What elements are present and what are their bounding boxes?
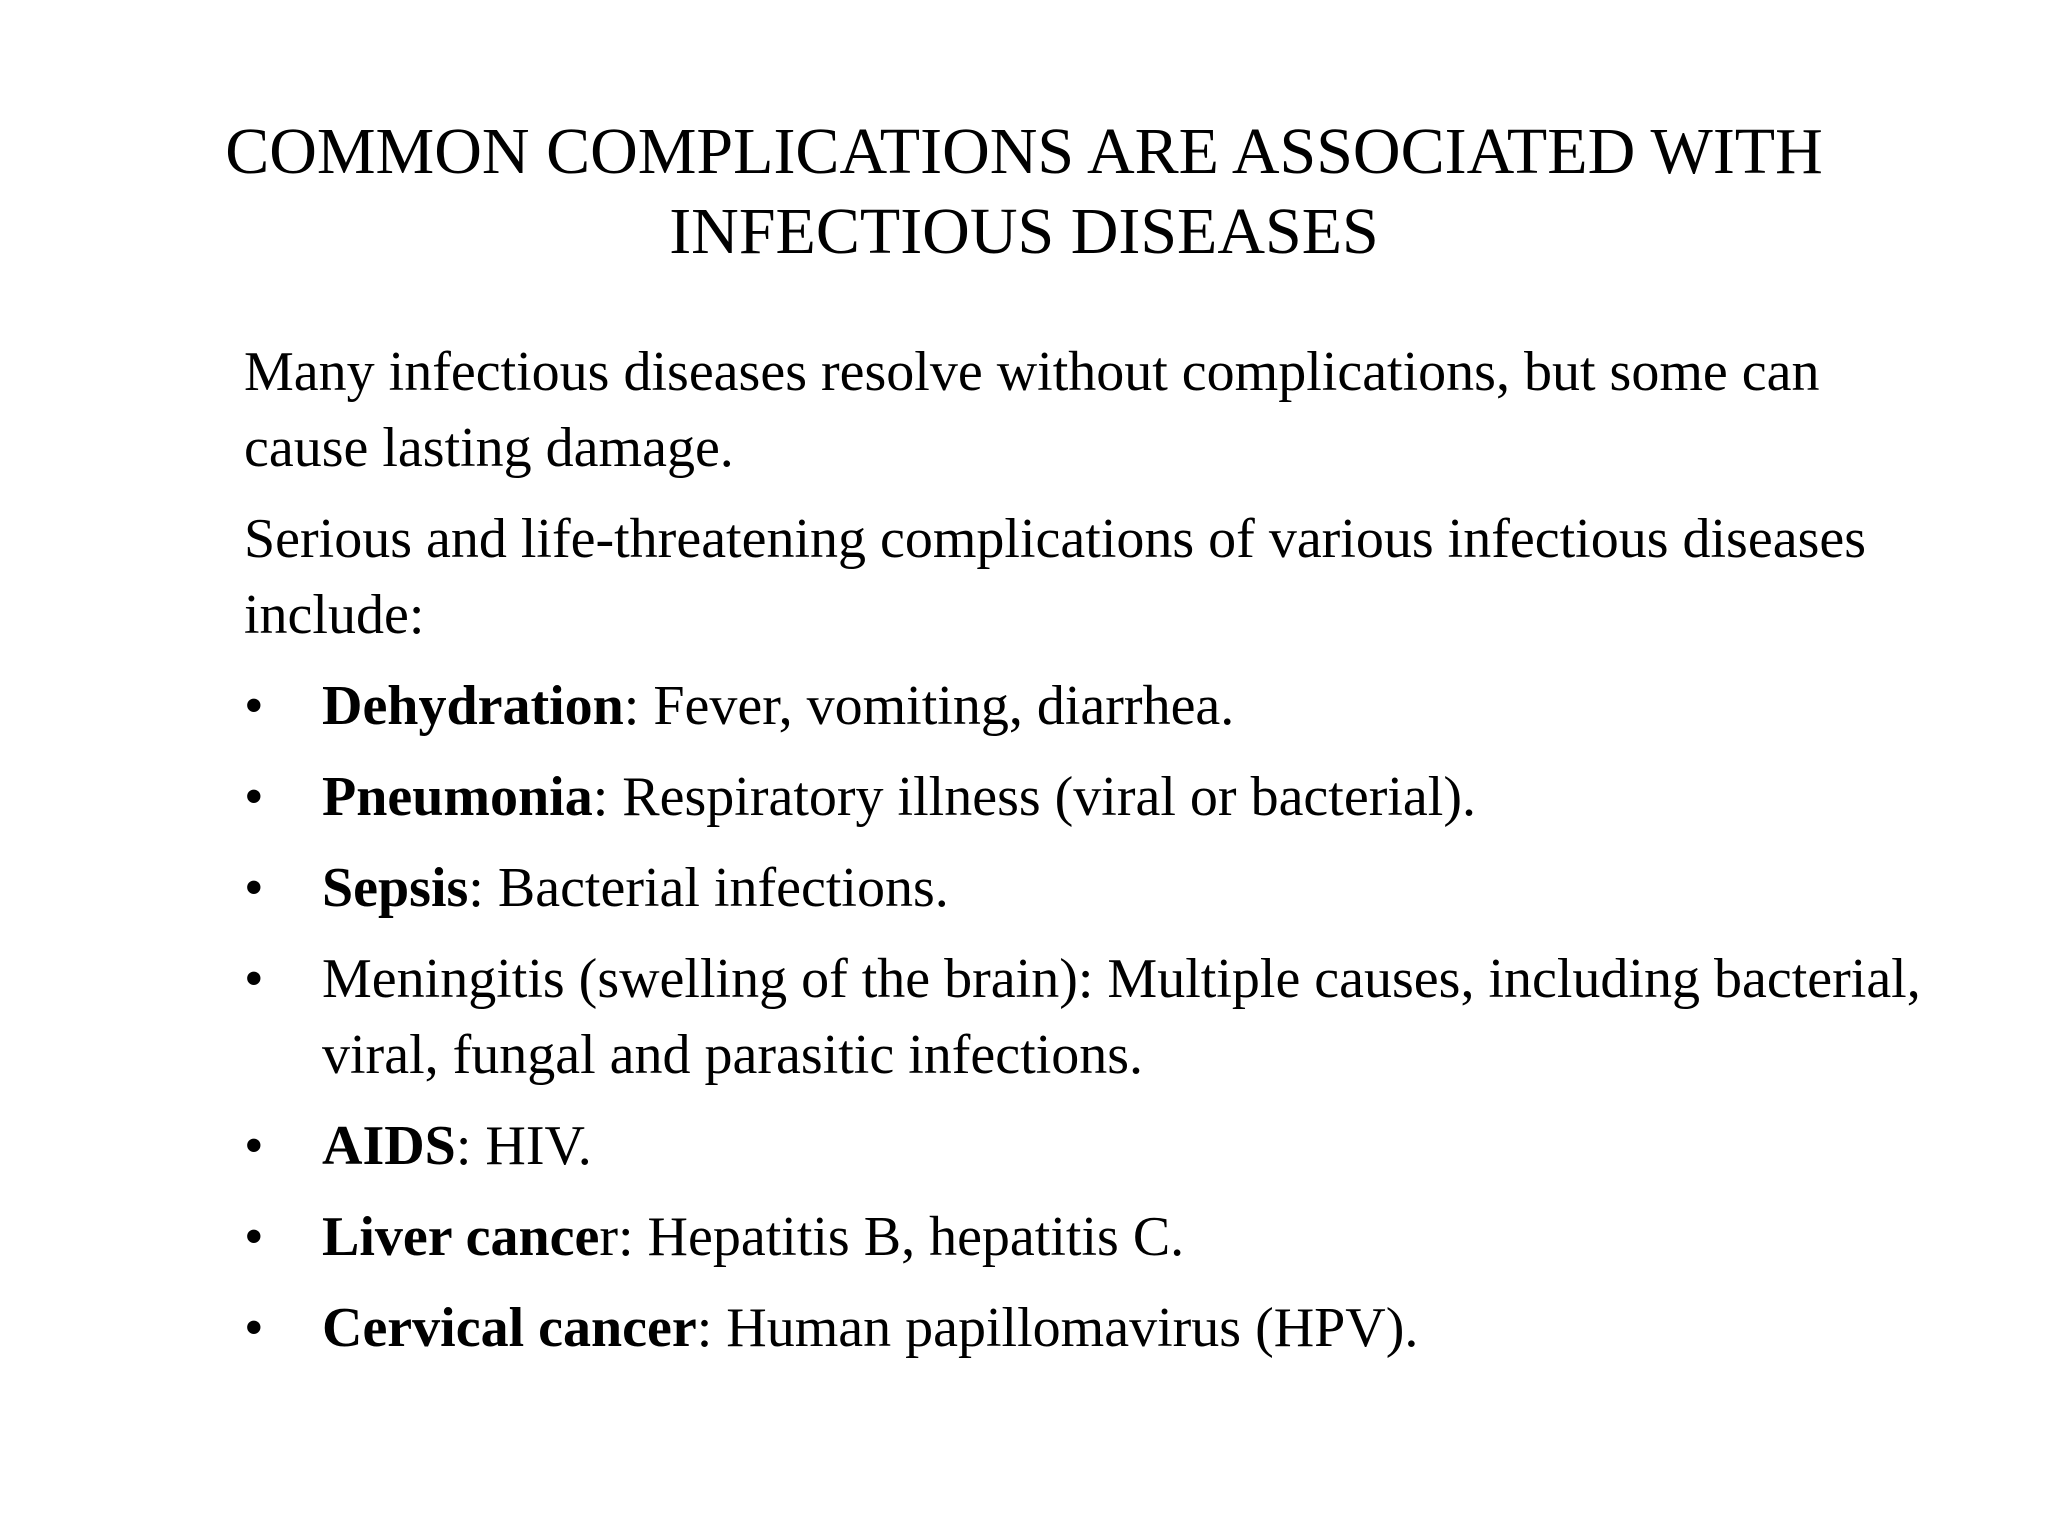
intro-paragraph: Many infectious diseases resolve without complications, but some can cause lasting damage. xyxy=(244,341,1820,479)
list-item-aids xyxy=(244,1108,1934,1184)
bullet-icon: • xyxy=(244,1297,264,1359)
desc-dehydration: : Fever, vomiting, diarrhea. xyxy=(623,675,1235,737)
desc-liver-cancer: : Hepatitis B, hepatitis C. xyxy=(617,1206,1185,1268)
complications-list xyxy=(244,668,1934,1366)
list-item-liver-cancer xyxy=(244,1199,1934,1275)
term-liver-cancer: Liver cance xyxy=(322,1206,600,1268)
desc-cervical-cancer: : Human papillomavirus (HPV). xyxy=(696,1297,1419,1359)
bullet-icon: • xyxy=(244,1206,264,1268)
complications-intro-paragraph: Serious and life-threatening complications of various infectious diseases include: xyxy=(244,508,1867,646)
term-dehydration: Dehydration xyxy=(322,675,624,737)
list-item-pneumonia xyxy=(244,759,1934,835)
bullet-icon: • xyxy=(244,1115,264,1177)
term-aids: AIDS xyxy=(322,1115,456,1177)
term-sepsis: Sepsis xyxy=(322,857,469,919)
title-line-2: INFECTIOUS DISEASES xyxy=(669,195,1379,268)
bullet-icon: • xyxy=(244,675,264,737)
bullet-icon: • xyxy=(244,857,264,919)
desc-sepsis: : Bacterial infections. xyxy=(468,857,949,919)
desc-aids: : HIV. xyxy=(455,1115,592,1177)
list-item-sepsis xyxy=(244,850,1934,926)
term-pneumonia: Pneumonia xyxy=(322,766,593,828)
slide-title xyxy=(140,112,1908,272)
list-item-cervical-cancer xyxy=(244,1290,1934,1366)
bullet-icon: • xyxy=(244,948,264,1010)
title-line-1: COMMON COMPLICATIONS ARE ASSOCIATED WITH xyxy=(225,115,1823,188)
term-liver-cancer-tail: r xyxy=(599,1206,618,1268)
list-item-dehydration xyxy=(244,668,1934,744)
slide-body xyxy=(244,334,1934,1381)
list-item-meningitis xyxy=(244,941,1934,1093)
bullet-icon: • xyxy=(244,766,264,828)
desc-pneumonia: : Respiratory illness (viral or bacterial). xyxy=(592,766,1476,828)
desc-meningitis: Meningitis (swelling of the brain): Multiple causes, including bacterial, viral, fungal and parasitic infections. xyxy=(322,948,1921,1086)
term-cervical-cancer: Cervical cancer xyxy=(322,1297,697,1359)
